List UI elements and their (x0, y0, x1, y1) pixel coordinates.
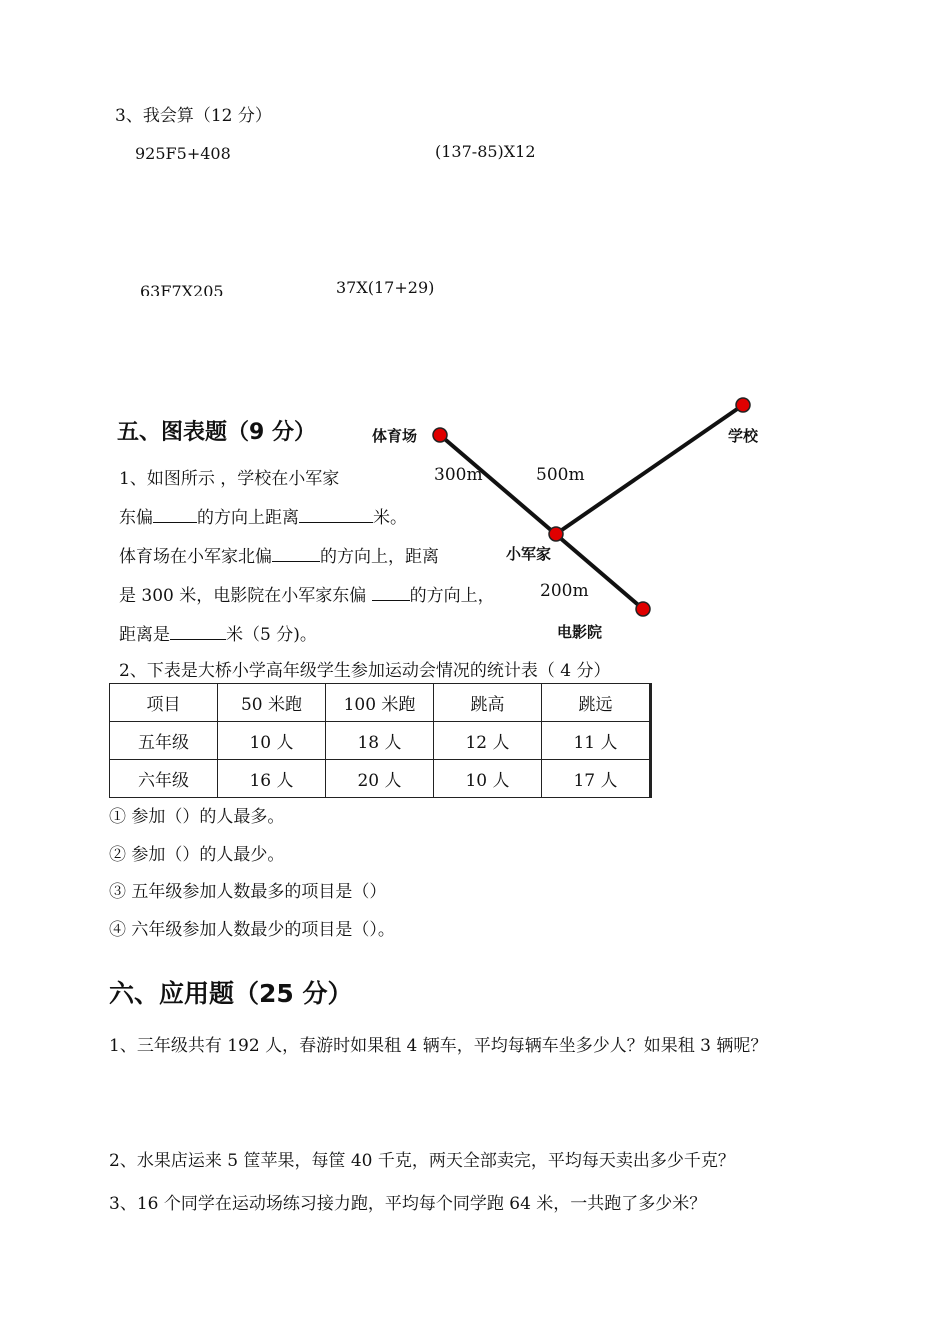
table-cell: 17 人 (542, 760, 651, 798)
table-header: 50 米跑 (218, 684, 326, 722)
q2-title: 2、下表是大桥小学高年级学生参加运动会情况的统计表（ 4 分） (119, 661, 611, 681)
cinema-label: 电影院 (557, 623, 603, 641)
table-cell: 16 人 (218, 760, 326, 798)
app-question-3: 3、16 个同学在运动场练习接力跑，平均每个同学跑 64 米，一共跑了多少米？ (109, 1194, 707, 1214)
q1-line4: 是 300 米，电影院在小军家东偏 的方向上， (119, 586, 495, 606)
home-marker (549, 527, 563, 541)
q2-question-1: ① 参加（）的人最多。 (109, 807, 285, 827)
sports-stats-table (109, 683, 652, 798)
q2-question-3: ③ 五年级参加人数最多的项目是（） (109, 882, 387, 902)
table-cell: 10 人 (434, 760, 542, 798)
table-cell: 五年级 (110, 722, 218, 760)
table-header: 跳高 (434, 684, 542, 722)
blank-school-direction[interactable] (153, 508, 197, 523)
q1-line3: 体育场在小军家北偏 的方向上，距离 (119, 547, 439, 567)
table-cell: 10 人 (218, 722, 326, 760)
blank-stadium-direction[interactable] (272, 547, 320, 562)
dist-cinema: 200m (540, 581, 589, 601)
stadium-label: 体育场 (372, 427, 418, 445)
q1-line2: 东偏 的方向上距离 米。 (119, 508, 407, 528)
cinema-marker (636, 602, 650, 616)
q1-line5: 距离是 米（5 分)。 (119, 625, 317, 645)
section3-title: 3、我会算（12 分） (115, 106, 272, 126)
table-header: 项目 (110, 684, 218, 722)
section5-title: 五、图表题（9 分） (117, 420, 316, 445)
school-label: 学校 (728, 427, 759, 445)
home-label: 小军家 (506, 545, 552, 563)
table-header-row (110, 684, 651, 722)
table-cell: 20 人 (326, 760, 434, 798)
stadium-marker (433, 428, 447, 442)
table-header: 跳远 (542, 684, 651, 722)
app-question-1: 1、三年级共有 192 人，春游时如果租 4 辆车，平均每辆车坐多少人？如果租 3 辆呢？ (109, 1036, 768, 1056)
q1-line1: 1、如图所示 ，学校在小军家 (119, 469, 340, 489)
q2-question-2: ② 参加（）的人最少。 (109, 845, 285, 865)
school-marker (736, 398, 750, 412)
dist-stadium: 300m (434, 465, 483, 485)
problem-2: (137-85)Ⅹ12 (435, 142, 536, 161)
blank-cinema-direction[interactable] (372, 586, 410, 601)
table-cell: 12 人 (434, 722, 542, 760)
section6-title: 六、应用题（25 分） (109, 979, 353, 1008)
dist-school: 500m (536, 465, 585, 485)
table-cell: 18 人 (326, 722, 434, 760)
problem-3: 63F7Ⅹ205 (140, 282, 224, 296)
q2-question-4: ④ 六年级参加人数最少的项目是（）。 (109, 920, 395, 940)
problem-4: 37Ⅹ(17+29) (336, 278, 435, 297)
table-header: 100 米跑 (326, 684, 434, 722)
table-row (110, 760, 651, 798)
table-row (110, 722, 651, 760)
problem-1: 925F5+408 (135, 144, 231, 163)
blank-school-distance[interactable] (299, 508, 373, 523)
table-cell: 六年级 (110, 760, 218, 798)
blank-cinema-distance[interactable] (170, 625, 226, 640)
table-cell: 11 人 (542, 722, 651, 760)
app-question-2: 2、水果店运来 5 筐苹果，每筐 40 千克，两天全部卖完，平均每天卖出多少千克？ (109, 1151, 735, 1171)
